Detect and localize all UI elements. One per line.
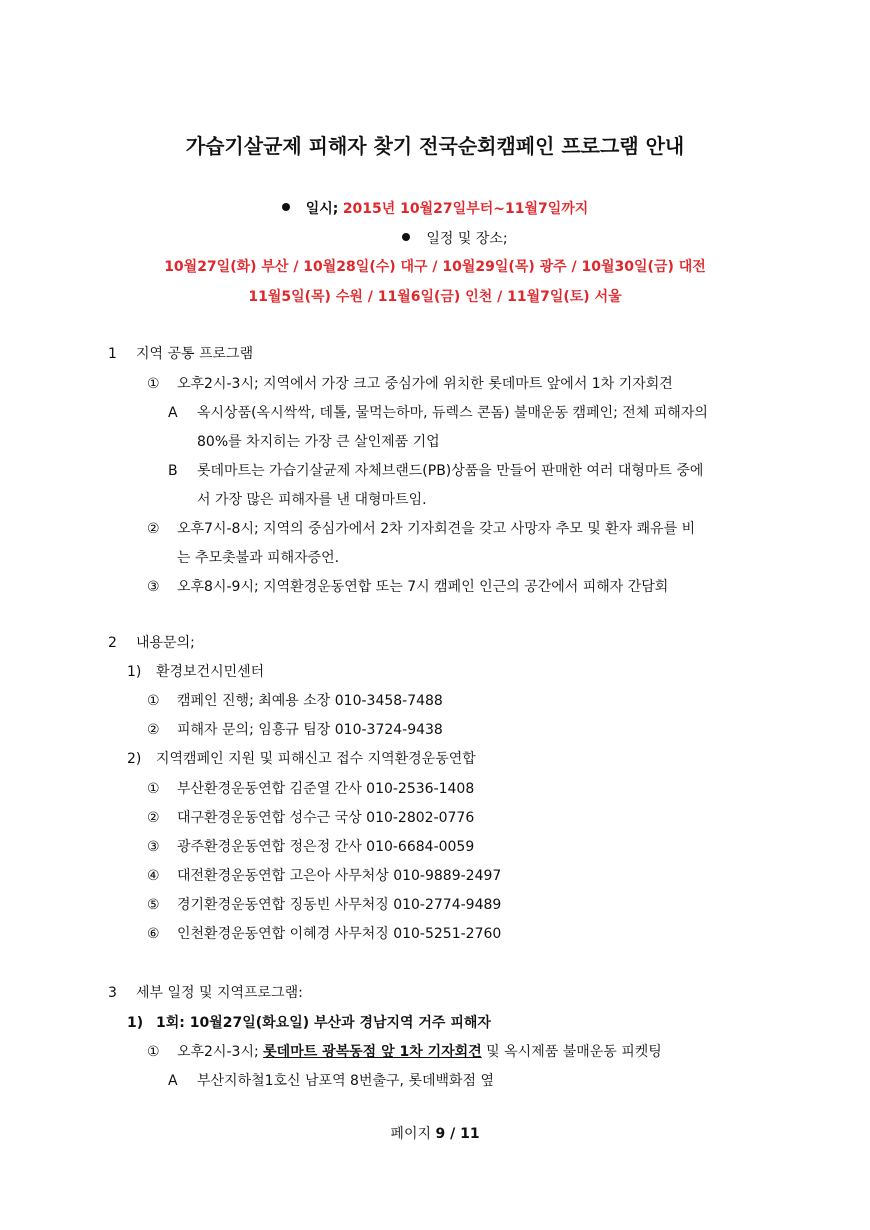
- date-label: 일시;: [305, 201, 339, 217]
- list-marker: ②: [147, 722, 160, 738]
- sub-heading: 1회: 10월27일(화요일) 부산과 경남지역 거주 피해자: [156, 1015, 491, 1031]
- contact-item: 부산환경운동연합 김준열 간사 010-2536-1408: [177, 781, 475, 797]
- list-item: 롯데마트는 가습기살균제 자체브랜드(PB)상품을 만들어 판매한 여러 대형마트 중에: [197, 463, 704, 479]
- sub-marker: 1): [127, 1015, 144, 1031]
- list-marker: ②: [147, 521, 160, 537]
- sub-heading: 지역캠페인 지원 및 피해신고 접수 지역환경운동연합: [156, 751, 476, 767]
- contact-item: 대구환경운동연합 성수근 국상 010-2802-0776: [177, 810, 475, 826]
- list-item: 옥시상품(옥시싹싹, 데톨, 물먹는하마, 듀렉스 콘돔) 불매운동 캠페인; 전체 피해자의: [197, 405, 708, 421]
- page-title: 가습기살균제 피해자 찾기 전국순회캠페인 프로그램 안내: [185, 134, 685, 158]
- list-item-continued: 서 가장 많은 피해자를 낸 대형마트임.: [197, 492, 427, 508]
- section-3-heading: 세부 일정 및 지역프로그램:: [136, 985, 303, 1001]
- location-item: 부산지하철1호신 남포역 8번출구, 롯데백화점 옆: [197, 1073, 495, 1089]
- list-marker: ⑥: [147, 926, 160, 942]
- schedule-time: 오후2시-3시;: [177, 1044, 264, 1060]
- contact-item: 피해자 문의; 임흥규 팀장 010-3724-9438: [177, 722, 443, 738]
- list-marker: A: [168, 1073, 178, 1089]
- list-item: 오후7시-8시; 지역의 중심가에서 2차 기자회견을 갖고 사망자 추모 및 환자 쾌유를 비: [177, 521, 696, 537]
- schedule-highlight: 롯데마트 광복동점 앞 1차 기자회견: [263, 1044, 482, 1060]
- list-marker: ⑤: [147, 897, 160, 913]
- sub-marker: 1): [127, 664, 142, 680]
- list-marker: ①: [147, 1044, 160, 1060]
- list-marker: ③: [147, 839, 160, 855]
- contact-item: 캠페인 진행; 최예용 소장 010-3458-7488: [177, 693, 443, 709]
- list-marker: ②: [147, 810, 160, 826]
- section-2-heading: 내용문의;: [136, 635, 195, 651]
- list-marker: ①: [147, 781, 160, 797]
- stops-line-1: 10월27일(화) 부산 / 10월28일(수) 대구 / 10월29일(목) 광주 / 10월30일(금) 대전: [164, 259, 706, 275]
- schedule-item: [177, 1045, 662, 1059]
- page-number: 페이지 9 / 11: [390, 1126, 480, 1142]
- section-3-number: 3: [108, 985, 117, 1001]
- sub-heading: 환경보건시민센터: [156, 664, 265, 680]
- list-marker: ①: [147, 376, 160, 392]
- date-line: [0, 202, 870, 216]
- bullet-icon: [282, 203, 290, 211]
- contact-item: 광주환경운동연합 정은정 간사 010-6684-0059: [177, 839, 475, 855]
- contact-item: 대전환경운동연합 고은아 사무처상 010-9889-2497: [177, 868, 502, 884]
- list-marker: B: [168, 463, 178, 479]
- list-item-continued: 는 추모촛불과 피해자증언.: [177, 550, 340, 566]
- section-1-number: 1: [108, 346, 117, 362]
- list-item-continued: 80%를 차지히는 가장 큰 살인제품 기업: [197, 434, 440, 450]
- schedule-rest: 및 옥시제품 불매운동 피켓팅: [481, 1044, 662, 1060]
- sub-marker: 2): [127, 751, 142, 767]
- list-marker: ④: [147, 868, 160, 884]
- place-label: 일정 및 장소;: [426, 231, 508, 247]
- contact-item: 경기환경운동연합 징동빈 사무처징 010-2774-9489: [177, 897, 502, 913]
- bullet-icon: [402, 233, 410, 241]
- list-item: 오후8시-9시; 지역환경운동연합 또는 7시 캠페인 인근의 공간에서 피해자 간담회: [177, 579, 669, 595]
- date-value: 2015년 10월27일부터~11월7일까지: [342, 201, 589, 217]
- current-page: 9: [435, 1126, 446, 1142]
- section-2-number: 2: [108, 635, 117, 651]
- place-line: [0, 232, 870, 246]
- list-item: 오후2시-3시; 지역에서 가장 크고 중심가에 위치한 롯데마트 앞에서 1차 기자회견: [177, 376, 673, 392]
- list-marker: ③: [147, 579, 160, 595]
- contact-item: 인천환경운동연합 이혜경 사무처징 010-5251-2760: [177, 926, 502, 942]
- stops-line-2: 11월5일(목) 수원 / 11월6일(금) 인천 / 11월7일(토) 서울: [248, 289, 622, 305]
- total-pages: 11: [460, 1126, 480, 1142]
- section-1-heading: 지역 공통 프로그램: [136, 346, 254, 362]
- list-marker: ①: [147, 693, 160, 709]
- list-marker: A: [168, 405, 178, 421]
